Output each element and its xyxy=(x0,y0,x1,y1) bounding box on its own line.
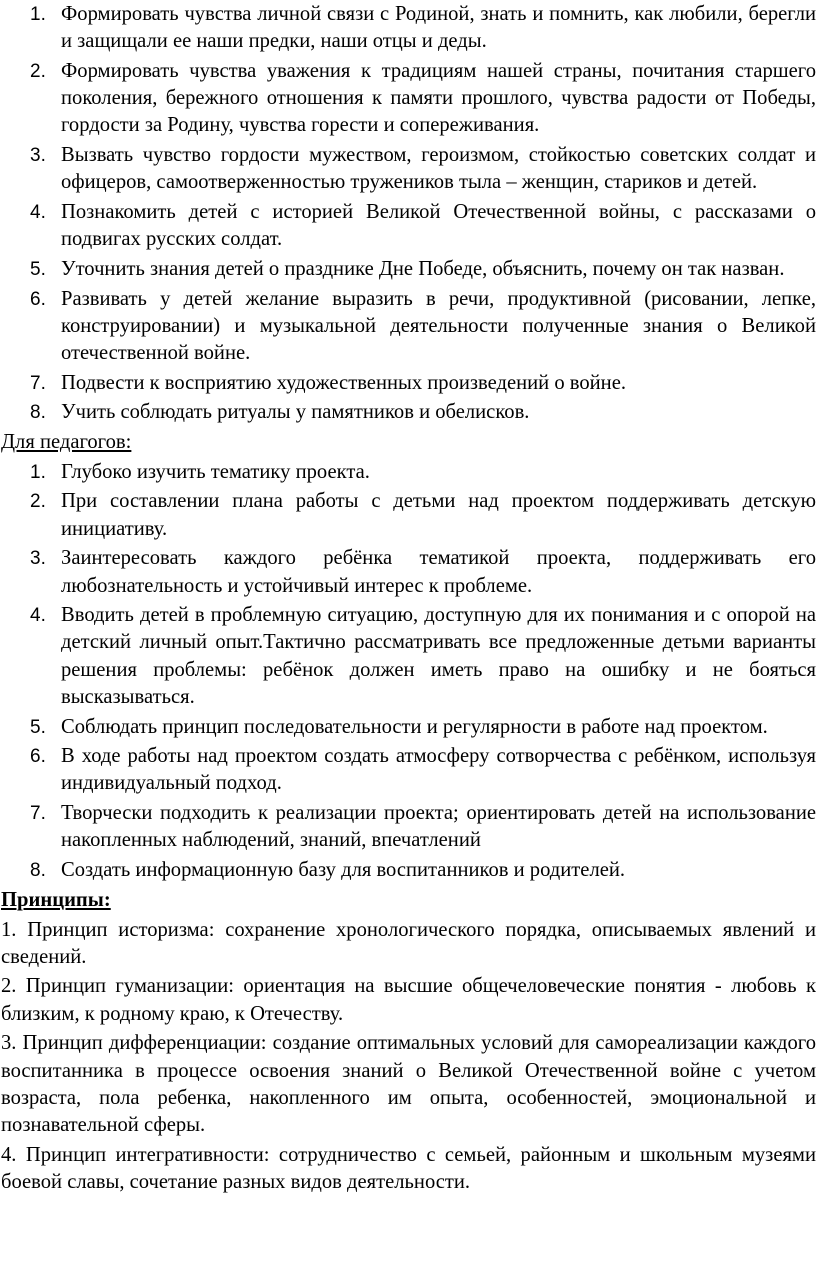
principle-item: 1. Принцип историзма: сохранение хронологического порядка, описываемых явлений и сведений. xyxy=(1,918,816,968)
list-item-number: 4. xyxy=(30,605,46,627)
list-item-number: 1. xyxy=(30,4,46,25)
list-item xyxy=(0,459,816,486)
list-item xyxy=(0,800,816,854)
list-item-text: В ходе работы над проектом создать атмосферу сотворчества с ребёнком, используя индивидуальный подход. xyxy=(61,745,816,795)
list-item-text: Вводить детей в проблемную ситуацию, доступную для их понимания и с опорой на детский личный опыт.Тактично рассматривать все предложенные детьми варианты решения проблемы: ребёнок должен иметь право на ошибку и не бояться высказываться. xyxy=(61,604,816,708)
list-item-text: Творчески подходить к реализации проекта; ориентировать детей на использование накопленных наблюдений, знаний, впечатлений xyxy=(61,802,816,852)
principle-item: 4. Принцип интегративности: сотрудничество с семьей, районным и школьным музеями боевой славы, сочетание разных видов деятельности. xyxy=(1,1143,816,1193)
list-item-number: 8. xyxy=(30,860,46,882)
list-item-text: Вызвать чувство гордости мужеством, героизмом, стойкостью советских солдат и офицеров, самоотверженностью тружеников тыла – женщин, стариков и детей. xyxy=(61,144,816,194)
principles-heading: Принципы: xyxy=(1,888,111,911)
list-item-number: 5. xyxy=(30,716,46,738)
list-item xyxy=(0,1,816,55)
list-item-number: 8. xyxy=(30,402,46,424)
list-item-text: Формировать чувства личной связи с Родиной, знать и помнить, как любили, берегли и защищали ее наши предки, наши отцы и деды. xyxy=(61,3,816,53)
list-item-text: Глубоко изучить тематику проекта. xyxy=(61,460,370,483)
list-item xyxy=(0,602,816,711)
list-item xyxy=(0,714,816,741)
list-item-number: 3. xyxy=(30,145,46,167)
list-item-text: Формировать чувства уважения к традициям нашей страны, почитания старшего поколения, бережного отношения к памяти прошлого, чувства радости от Победы, гордости за Родину, чувства горести и сопереживания. xyxy=(61,59,816,137)
principle-item: 2. Принцип гуманизации: ориентация на высшие общечеловеческие понятия - любовь к близким, к родному краю, к Отечеству. xyxy=(1,975,816,1025)
teachers-section-label: Для педагогов: xyxy=(1,431,132,454)
list-item-number: 2. xyxy=(30,491,46,513)
list-item-number: 4. xyxy=(30,201,46,223)
list-item-number: 7. xyxy=(30,372,46,394)
list-item-text: Развивать у детей желание выразить в речи, продуктивной (рисовании, лепке, конструировании) и музыкальной деятельности полученные знания о Великой отечественной войне. xyxy=(61,287,816,364)
list-item-text: Соблюдать принцип последовательности и регулярности в работе над проектом. xyxy=(61,715,768,738)
list-item xyxy=(0,399,816,426)
list-item xyxy=(0,286,816,368)
list-item xyxy=(0,743,816,797)
list-item-text: При составлении плана работы с детьми над проектом поддерживать детскую инициативу. xyxy=(61,490,816,540)
list-item xyxy=(0,142,816,196)
list-item-number: 1. xyxy=(30,461,46,483)
teachers-goals-list xyxy=(0,459,816,885)
children-goals-list xyxy=(0,1,816,427)
list-item xyxy=(0,488,816,542)
list-item-text: Создать информационную базу для воспитанников и родителей. xyxy=(61,859,626,882)
list-item-number: 2. xyxy=(30,60,46,82)
list-item-number: 5. xyxy=(30,258,46,280)
list-item-text: Учить соблюдать ритуалы у памятников и обелисков. xyxy=(61,401,530,424)
list-item-text: Заинтересовать каждого ребёнка тематикой проекта, поддерживать его любознательность и устойчивый интерес к проблеме. xyxy=(61,547,816,597)
list-item-number: 7. xyxy=(30,803,46,825)
list-item-number: 6. xyxy=(30,746,46,768)
list-item-number: 6. xyxy=(30,288,46,310)
list-item xyxy=(0,545,816,599)
list-item-number: 3. xyxy=(30,548,46,570)
list-item xyxy=(0,199,816,253)
list-item-text: Познакомить детей с историей Великой Отечественной войны, с рассказами о подвигах русских солдат. xyxy=(61,200,816,251)
list-item xyxy=(0,857,816,884)
list-item xyxy=(0,58,816,140)
list-item xyxy=(0,256,816,283)
list-item-text: Подвести к восприятию художественных произведений о войне. xyxy=(61,371,626,394)
principle-item: 3. Принцип дифференциации: создание оптимальных условий для самореализации каждого воспитанника в процессе освоения знаний о Великой Отечественной войне с учетом возраста, пола ребенка, накопленного им опыта, особенностей, эмоциональной и познавательной сферы. xyxy=(1,1032,816,1136)
list-item-text: Уточнить знания детей о празднике Дне Победе, объяснить, почему он так назван. xyxy=(61,257,785,280)
list-item xyxy=(0,370,816,397)
